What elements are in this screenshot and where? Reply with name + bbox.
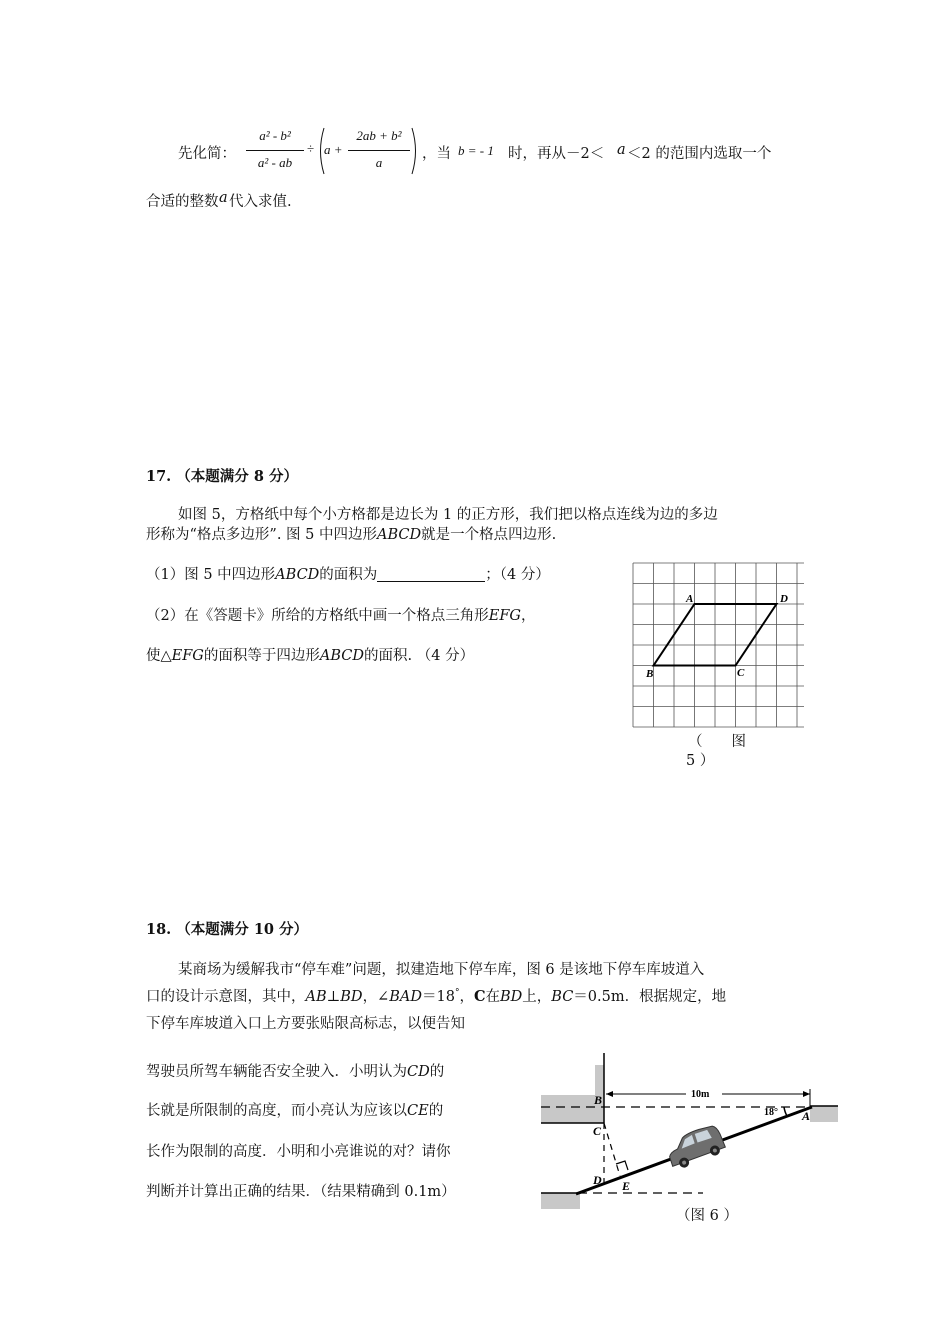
dimension-label: 10m (691, 1089, 710, 1100)
q16-frac1-denominator: a² - ab (257, 155, 293, 170)
q18-l2-on: 在 (485, 989, 500, 1005)
q18-l4-cd: CD (407, 1064, 430, 1080)
q16-inner-a: a + (324, 142, 343, 157)
wall-shading (595, 1065, 604, 1095)
label-a: A (802, 1109, 811, 1123)
q16-tail1: ，当 (422, 146, 451, 162)
q17-s2-text: （2）在《答题卡》所给的方格纸中画一个格点三角形 (146, 608, 489, 624)
q16-line2-end: 代入求值. (229, 194, 292, 210)
q17-paragraph-line1: 如图 5，方格纸中每个小方格都是边长为 1 的正方形，我们把以格点连线为边的多边 (178, 507, 718, 523)
q18-l2-deg: ° (454, 988, 460, 999)
q17-s2-efg: EFG (488, 608, 521, 624)
q17-p2-end: 就是一个格点四边形. (421, 527, 557, 543)
q16-tail3: ＜2 的范围内选取一个 (627, 146, 772, 162)
lower-left-ground-shading (541, 1193, 580, 1209)
q18-l2-comma: ， (459, 989, 474, 1005)
q18-line1: 某商场为缓解我市“停车难”问题，拟建造地下停车库，图 6 是该地下停车库坡道入 (178, 962, 705, 978)
q17-s3-mid: 的面积等于四边形 (203, 648, 320, 664)
angle-arc (784, 1107, 787, 1116)
q16-condition: b = - 1 (458, 143, 494, 158)
q17-p2-abcd: ABCD (377, 527, 422, 543)
q17-s1-text: （1）图 5 中四边形 (146, 567, 276, 583)
figure-6-ramp (538, 1048, 842, 1214)
figure-5-grid (628, 560, 808, 732)
grid-lines (633, 563, 804, 727)
q17-subquestion-2 (146, 604, 535, 625)
q17-header: 17. （本题满分 8 分） (146, 468, 298, 485)
label-d: D (780, 593, 788, 605)
q17-s3-text: 使△ (146, 648, 172, 664)
q18-l2-end: ＝0.5m．根据规定，地 (573, 989, 727, 1005)
label-c: C (593, 1124, 602, 1138)
q17-s2-comma: ， (520, 608, 536, 624)
q18-line6: 长作为限制的高度．小明和小亮谁说的对？请你 (146, 1144, 451, 1160)
q17-subquestion-1 (146, 563, 550, 584)
q18-l2-bd2: BD (499, 989, 523, 1005)
q18-l2-bd: BD (340, 989, 363, 1005)
q18-l2-text: 口的设计示意图，其中， (146, 989, 306, 1005)
q18-line7: 判断并计算出正确的结果．（结果精确到 0.1m） (146, 1184, 456, 1200)
label-a: A (686, 593, 694, 605)
figure-6-caption: （图 6 ） (676, 1208, 738, 1224)
q18-l5-end: 的 (428, 1103, 444, 1119)
figure-5-caption-line1: （ 图 (688, 734, 746, 750)
q17-s3-abcd: ABCD (319, 648, 365, 664)
q18-l4-end: 的 (429, 1064, 445, 1080)
label-e: E (622, 1179, 631, 1193)
q18-l2-bad: BAD (389, 989, 422, 1005)
right-ground-shading (810, 1106, 838, 1122)
q16-line2-var: a (219, 190, 228, 206)
figure-5-caption-line2: 5 ） (686, 753, 715, 769)
q18-l5-text: 长就是所限制的高度，而小亮认为应该以 (146, 1103, 407, 1119)
q16-frac2-bar (348, 150, 410, 151)
q16-line2-start: 合适的整数 (146, 194, 219, 210)
q18-l4-text: 驾驶员所驾车辆能否安全驶入．小明认为 (146, 1064, 407, 1080)
q16-frac1-bar (246, 150, 304, 151)
label-c: C (737, 667, 745, 679)
q18-l2-ab: AB (305, 989, 327, 1005)
label-d: D (593, 1173, 602, 1187)
q17-s3-end: 的面积. （4 分） (364, 648, 475, 664)
q18-line2 (146, 985, 726, 1006)
q18-line4 (146, 1060, 444, 1081)
q16-frac1-numerator: a² - b² (259, 128, 291, 143)
q18-l2-perp: ⊥ (326, 989, 341, 1005)
q18-line3: 下停车库坡道入口上方要张贴限高标志，以便告知 (146, 1016, 465, 1032)
q18-line5 (146, 1099, 443, 1120)
q17-answer-blank[interactable] (377, 567, 485, 582)
car-icon (664, 1123, 727, 1171)
q16-var-a: a (617, 142, 626, 158)
q16-lead: 先化简： (178, 146, 236, 162)
dimension-arrow-right (803, 1091, 810, 1097)
q18-l5-ce: CE (407, 1103, 429, 1119)
q18-l2-eq: ＝18 (421, 989, 455, 1005)
q17-s1-abcd: ABCD (275, 567, 320, 583)
q16-frac2-denominator: a (375, 155, 383, 170)
dimension-arrow-left (606, 1091, 613, 1097)
q18-header: 18. （本题满分 10 分） (146, 921, 309, 938)
q17-paragraph-line2 (146, 523, 556, 544)
q18-l2-c: C (473, 988, 486, 1005)
q18-l2-above: 上， (522, 989, 552, 1005)
q16-right-paren (410, 126, 420, 176)
q18-l2-angle: ，∠ (362, 989, 390, 1005)
q16-divide-sign: ÷ (307, 141, 315, 156)
q17-p2-text: 形称为“格点多边形”. 图 5 中四边形 (146, 527, 377, 543)
q16-frac2-numerator: 2ab + b² (356, 128, 402, 143)
segment-ce (604, 1123, 620, 1176)
label-b: B (646, 668, 654, 680)
q16-tail2: 时，再从－2＜ (508, 146, 605, 162)
label-b: B (594, 1093, 603, 1107)
q17-s1-points: ；（4 分） (485, 567, 550, 583)
q18-l2-bc: BC (551, 989, 574, 1005)
q17-subquestion-2-cont (146, 644, 474, 665)
q17-s1-area: 的面积为 (319, 567, 378, 583)
q17-s3-efg: EFG (171, 648, 204, 664)
angle-label: 18° (764, 1107, 778, 1118)
